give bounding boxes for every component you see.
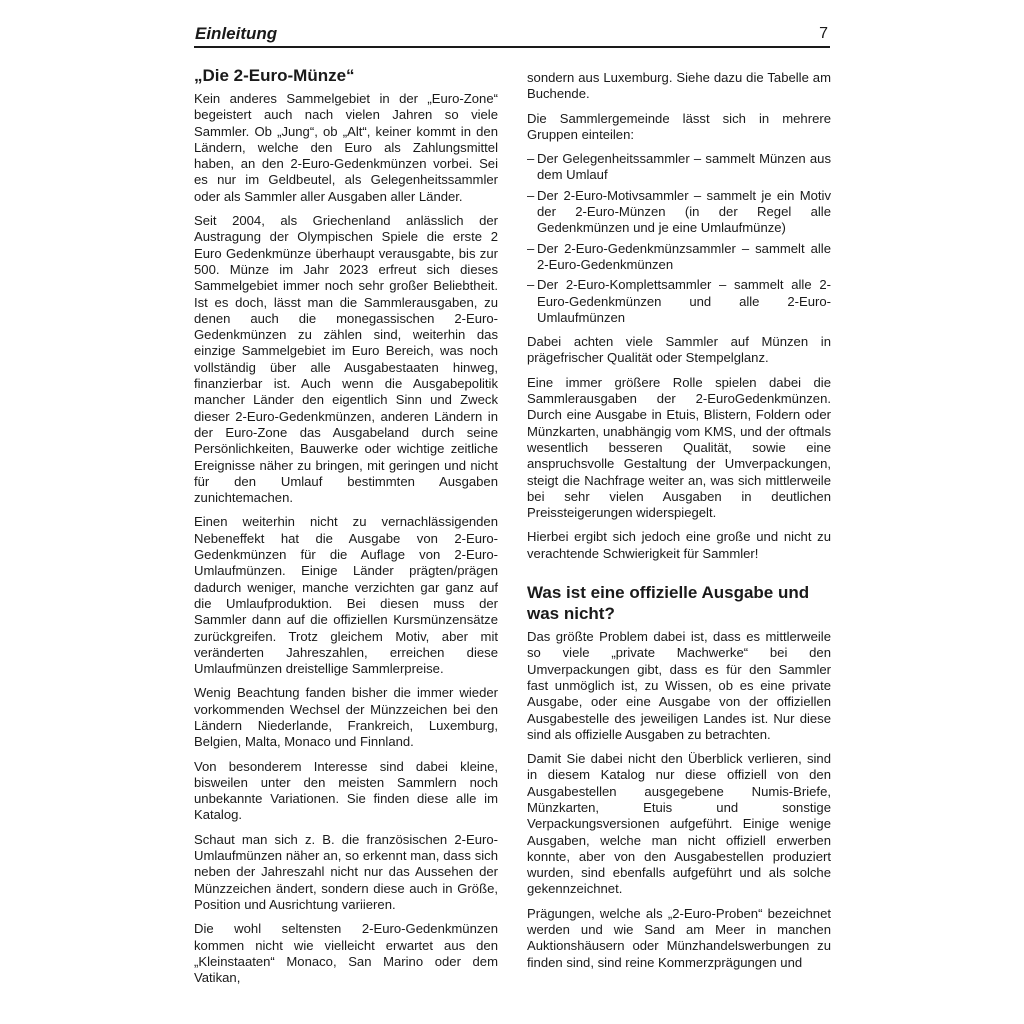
list-dash: –: [527, 187, 535, 203]
section-heading: Was ist eine offizielle Ausgabe und was nicht?: [527, 583, 810, 624]
paragraph: Von besonderem Interesse sind dabei kleine, bisweilen unter den meisten Sammlern noch unbekannte Variationen. Sie finden diese alle im Katalog.: [194, 758, 498, 823]
section-heading: „Die 2-Euro-Münze“: [194, 66, 355, 85]
paragraph: Damit Sie dabei nicht den Überblick verlieren, sind in diesem Katalog nur diese offiziell von den Ausgabestellen ausgegebene Numis-Briefe, Münzkarten, Etuis und sonstige Verpackungsversionen aufgeführt. Einige wenige Ausgaben, welche man nicht offiziell erwerben konnte, aber von den Ausgabestellen produziert wurden, sind ebenfalls aufgeführt und als solche gekennzeichnet.: [527, 751, 831, 897]
list-item-text: Der 2-Euro-Gedenkmünzsammler – sammelt alle 2-Euro-Gedenkmünzen: [537, 240, 831, 272]
paragraph: Einen weiterhin nicht zu vernachlässigenden Nebeneffekt hat die Ausgabe von 2-Euro-Gedenkmünzen für die Auflage von 2-Euro-Umlaufmünzen. Einige Länder prägten/prägen dadurch weniger, manche verzichten gar ganz auf die Umlaufproduktion. Bei diesen muss der Sammler dann auf die offiziellen Kursmünzensätze zurückgreifen. Trotz gleichem Motiv, aber mit veränderten Jahreszahlen, erreichen diese Umlaufmünzen dreistellige Sammlerpreise.: [194, 514, 498, 677]
list-item: [527, 188, 831, 237]
paragraph: Kein anderes Sammelgebiet in der „Euro-Zone“ begeistert auch nach vielen Jahren so viele Sammler. Ob „Jung“, ob „Alt“, keiner kommt in den Ländern, welche den Euro als Zahlungsmittel haben, an den 2-Euro-Gedenkmünzen vorbei. Sei es nur im Geldbeutel, als Gelegenheitssammler oder als Sammler aller Ausgaben aller Länder.: [194, 91, 498, 204]
page-header: [194, 24, 830, 48]
list-item: [527, 151, 831, 184]
list-dash: –: [527, 151, 535, 167]
list-item-text: Der 2-Euro-Motivsammler – sammelt je ein Motiv der 2-Euro-Münzen (in der Regel alle Gedenkmünzen und je eine Umlaufmünze): [537, 187, 831, 236]
list-dash: –: [527, 277, 535, 293]
paragraph: Prägungen, welche als „2-Euro-Proben“ bezeichnet werden und wie Sand am Meer in manchen Auktionshäusern oder Münzhandelswerbungen zu finden sind, sind reine Kommerzprägungen und: [527, 905, 831, 970]
paragraph: Die wohl seltensten 2-Euro-Gedenkmünzen kommen nicht wie vielleicht erwartet aus den „Kleinstaaten“ Monaco, San Marino oder dem Vatikan,: [194, 921, 498, 986]
list-item-text: Der Gelegenheitssammler – sammelt Münzen aus dem Umlauf: [537, 151, 831, 183]
collector-groups-list: [527, 151, 831, 326]
paragraph: Die Sammlergemeinde lässt sich in mehrere Gruppen einteilen:: [527, 110, 831, 142]
list-dash: –: [527, 240, 535, 256]
right-column: [527, 70, 831, 979]
chapter-title: Einleitung: [195, 24, 278, 43]
paragraph: Schaut man sich z. B. die französischen 2-Euro-Umlaufmünzen näher an, so erkennt man, dass sich neben der Jahreszahl nicht nur das Aussehen der Münzzeichen ändert, sondern diese auch in Größe, Position und Ausrichtung variieren.: [194, 831, 498, 912]
list-item: [527, 241, 831, 274]
paragraph: Eine immer größere Rolle spielen dabei die Sammlerausgaben der 2-EuroGedenkmünzen. Durch eine Ausgabe in Etuis, Blistern, Foldern oder Münzkarten, unabhängig vom KMS, und der oftmals wesentlich besseren Qualität, sowie eine anspruchsvolle Gestaltung der Umverpackungen, steigt die Nachfrage weiter an, was sich mittlerweile bei sehr vielen Ausgaben in deutlichen Preissteigerungen widerspiegelt.: [527, 374, 831, 521]
paragraph: sondern aus Luxemburg. Siehe dazu die Tabelle am Buchende.: [527, 70, 831, 102]
list-item: [527, 277, 831, 326]
paragraph: Dabei achten viele Sammler auf Münzen in prägefrischer Qualität oder Stempelglanz.: [527, 334, 831, 366]
page-number: 7: [819, 25, 828, 42]
paragraph: Wenig Beachtung fanden bisher die immer wieder vorkommenden Wechsel der Münzzeichen bei den Ländern Niederlande, Frankreich, Luxemburg, Belgien, Malta, Monaco und Finnland.: [194, 685, 498, 750]
paragraph: Hierbei ergibt sich jedoch eine große und nicht zu verachtende Schwierigkeit für Sammler!: [527, 529, 831, 561]
paragraph: Das größte Problem dabei ist, dass es mittlerweile so viele „private Machwerke“ bei den Umverpackungen gibt, dass es für den Sammler fast unmöglich ist, zu Wissen, ob es eine private Ausgabe, oder eine Ausgabe von der offiziellen Ausgabestelle des jeweiligen Landes ist. Nur diese sind als offizielle Ausgaben zu betrachten.: [527, 629, 831, 742]
list-item-text: Der 2-Euro-Komplettsammler – sammelt alle 2-Euro-Gedenkmünzen und alle 2-Euro-Umlaufmünzen: [537, 277, 831, 325]
paragraph: Seit 2004, als Griechenland anlässlich der Austragung der Olympischen Spiele die erste 2 Euro Gedenkmünze überhaupt verausgabte, bis zur 500. Münze im Jahr 2023 erfreut sich dieses Sammelgebiet immer noch sehr großer Beliebtheit. Ist es doch, lässt man die Sammlerausgaben, zu denen auch die monegassischen 2-Euro-Gedenkmünzen zu zählen sind, weiterhin das einzige Sammelgebiet im Euro Bereich, was noch vollständig über alle Ausgabestaaten hinweg, finanzierbar ist. Auch wenn die Ausgabepolitik mancher Länder den eigentlich Sinn und Zweck dieser 2-Euro-Gedenkmünzen, anderen Ländern in der Euro-Zone das Ausgabeland durch seine Persönlichkeiten, Bauwerke oder wichtige zeitliche Ereignisse näher zu bringen, mit geringen und nicht für den Umlauf bestimmten Ausgaben zunichtemachen.: [194, 213, 498, 506]
left-column: [194, 66, 498, 994]
